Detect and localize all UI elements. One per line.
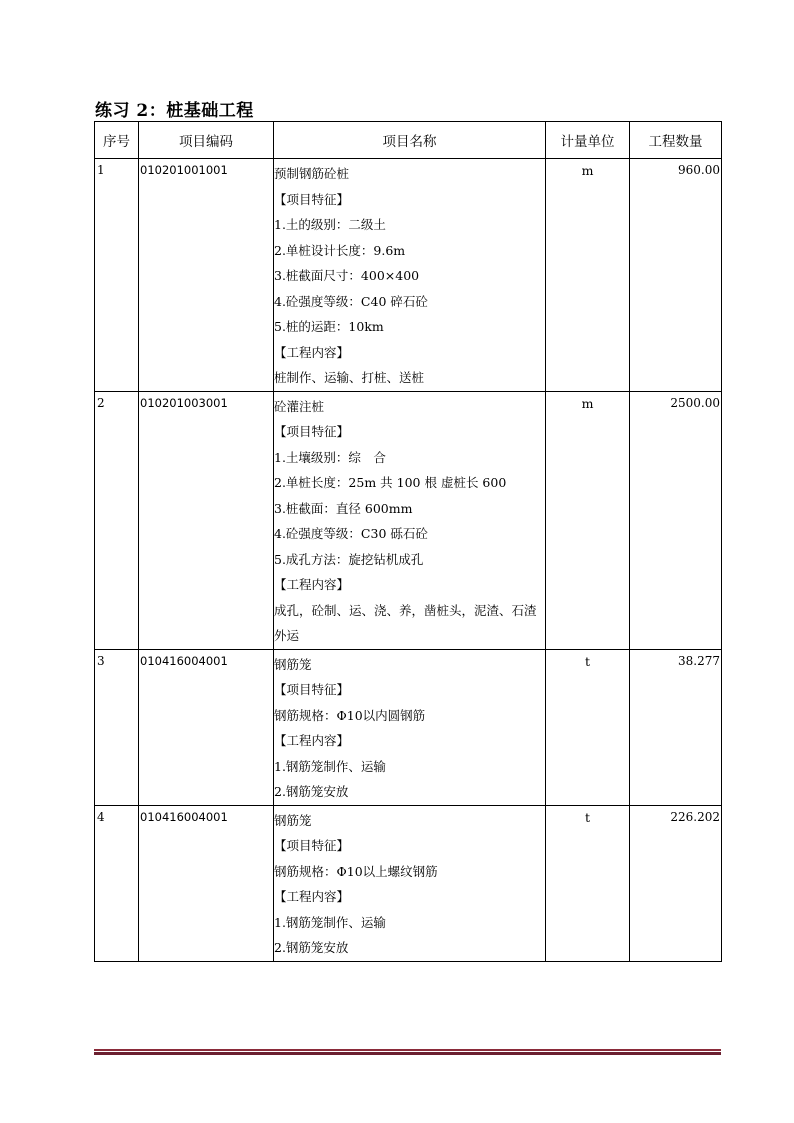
row-name-line: 钢筋规格：Φ10以上螺纹钢筋: [274, 863, 438, 879]
row-name-line: 钢筋笼: [274, 812, 312, 828]
row-name-line: 5.桩的运距：10km: [274, 319, 384, 334]
header-quantity: 工程数量: [630, 122, 722, 159]
row-name-line: 4.砼强度等级：C30 砾石砼: [274, 526, 428, 541]
header-name: 项目名称: [274, 122, 546, 159]
row-quantity: 226.202: [670, 809, 720, 824]
row-name-line: 3.桩截面：直径 600mm: [274, 500, 413, 516]
row-code: 010416004001: [140, 653, 228, 668]
table-header-row: [95, 122, 722, 159]
row-quantity: 2500.00: [670, 395, 720, 410]
row-name-line: 2.单桩设计长度：9.6m: [274, 242, 406, 258]
row-seq: 2: [97, 395, 105, 410]
row-name-line: 【工程内容】: [274, 344, 350, 360]
row-name-line: 2.单桩长度：25m 共 100 根 虚桩长 600: [274, 475, 507, 490]
row-name-line: 1.土的级别：二级土: [274, 217, 386, 232]
row-unit: m: [581, 395, 594, 411]
row-name-line: 成孔，砼制、运、浇、养，凿桩头，泥渣、石渣外运: [274, 602, 537, 643]
row-name-line: 5.成孔方法：旋挖钻机成孔: [274, 551, 424, 567]
row-unit: t: [584, 653, 591, 669]
row-name-line: 1.钢筋笼制作、运输: [274, 758, 386, 774]
row-quantity: 38.277: [678, 653, 720, 668]
header-seq: 序号: [95, 122, 139, 159]
row-name-cell: [274, 649, 546, 805]
row-code: 010416004001: [140, 809, 228, 824]
row-name-line: 【项目特征】: [274, 682, 350, 697]
row-name-line: 1.钢筋笼制作、运输: [274, 914, 386, 930]
row-name-line: 钢筋笼: [274, 656, 312, 672]
row-name-line: 【工程内容】: [274, 733, 350, 748]
footer-rule: [94, 1049, 721, 1055]
row-name-cell: [274, 159, 546, 392]
table-row: [95, 391, 722, 649]
row-name-line: 桩制作、运输、打桩、送桩: [274, 370, 425, 385]
row-seq: 1: [97, 163, 105, 177]
row-name-line: 砼灌注桩: [274, 398, 325, 414]
row-name-line: 2.钢筋笼安放: [274, 940, 349, 955]
row-name-line: 【项目特征】: [274, 191, 350, 207]
bill-of-quantities-table: [94, 121, 722, 962]
header-code: 项目编码: [139, 122, 274, 159]
row-name-line: 【项目特征】: [274, 424, 350, 439]
page-title: 练习 2：桩基础工程: [95, 101, 254, 121]
row-name-line: 【工程内容】: [274, 577, 350, 592]
header-unit: 计量单位: [546, 122, 630, 159]
row-name-line: 1.土壤级别：综 合: [274, 449, 386, 465]
row-code: 010201001001: [140, 163, 228, 177]
row-name-line: 预制钢筋砼桩: [274, 166, 350, 181]
row-seq: 4: [97, 809, 105, 824]
row-code: 010201003001: [140, 395, 228, 410]
row-name-line: 4.砼强度等级：C40 碎石砼: [274, 293, 428, 309]
row-quantity: 960.00: [678, 163, 720, 177]
row-name-line: 【工程内容】: [274, 889, 350, 904]
row-unit: t: [584, 809, 591, 825]
row-name-line: 2.钢筋笼安放: [274, 784, 349, 799]
table-row: [95, 159, 722, 392]
table-row: [95, 805, 722, 961]
row-name-line: 3.桩截面尺寸：400×400: [274, 268, 420, 283]
row-name-cell: [274, 805, 546, 961]
row-name-line: 钢筋规格：Φ10以内圆钢筋: [274, 707, 426, 723]
table-row: [95, 649, 722, 805]
row-unit: m: [581, 163, 594, 178]
row-name-cell: [274, 391, 546, 649]
row-name-line: 【项目特征】: [274, 838, 350, 853]
row-seq: 3: [97, 653, 105, 668]
